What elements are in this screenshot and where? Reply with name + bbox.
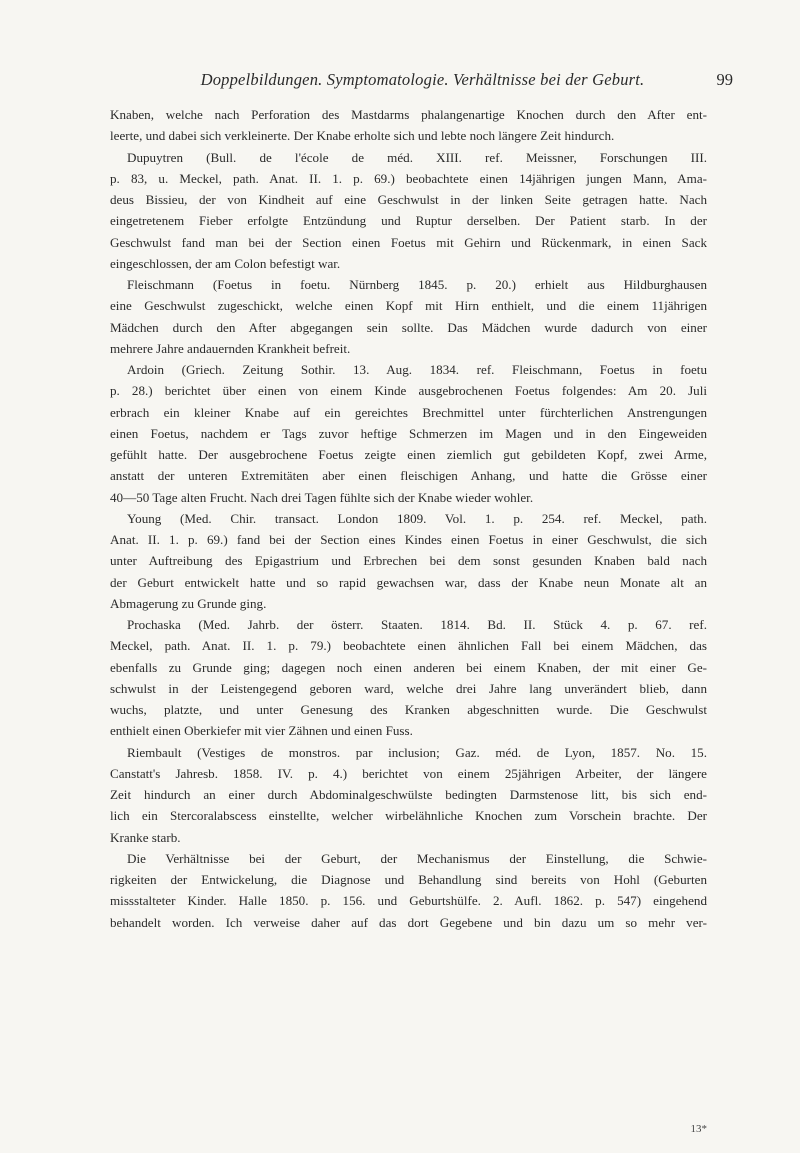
text-line: gefühlt hatte. Der ausgebrochene Foetus zeigte einen ziemlich gut gebildeten Kopf, zwei Arme, (110, 447, 707, 462)
text-line: Young (Med. Chir. transact. London 1809. Vol. 1. p. 254. ref. Meckel, path. (127, 510, 707, 526)
text-line: schwulst in der Leistengegend geboren ward, welche drei Jahre lang unverändert blieb, dann (110, 680, 707, 696)
text-line: mehrere Jahre andauernden Krankheit befreit. (110, 340, 351, 356)
text-line: Geschwulst fand man bei der Section einen Foetus mit Gehirn und Rückenmark, in einen Sack (110, 234, 707, 250)
page-number: 99 (716, 70, 733, 89)
text-line: ebenfalls zu Grunde ging; dagegen noch einen anderen bei einem Knaben, der mit einer Ge- (110, 659, 707, 675)
text-line: Abmagerung zu Grunde ging. (110, 595, 267, 611)
text-line: Meckel, path. Anat. II. 1. p. 79.) beobachtete einen ähnlichen Fall bei einem Mädchen, das (110, 638, 707, 654)
text-line: enthielt einen Oberkiefer mit vier Zähnen und einen Fuss. (110, 723, 413, 739)
running-header (140, 70, 733, 96)
text-line: leerte, und dabei sich verkleinerte. Der Knabe erholte sich und lebte noch längere Zeit hindurch. (110, 128, 615, 144)
text-line: Prochaska (Med. Jahrb. der österr. Staaten. 1814. Bd. II. Stück 4. p. 67. ref. (127, 617, 707, 632)
text-line: wuchs, platzte, und unter Genesung des Kranken abgeschnitten wurde. Die Geschwulst (110, 702, 707, 717)
text-line: eine Geschwulst zugeschickt, welche einen Kopf mit Hirn enthielt, und die einem 11jährigen (110, 298, 707, 314)
text-line: erbrach ein kleiner Knabe auf ein gereichtes Brechmittel unter fürchterlichen Anstrengungen (110, 404, 707, 420)
text-line: unter Auftreibung des Epigastrium und Erbrechen bei dem sonst gesunden Knaben bald nach (110, 553, 707, 569)
signature-mark: 13* (690, 1123, 707, 1135)
text-line: rigkeiten der Entwickelung, die Diagnose und Behandlung sind bereits von Hohl (Geburten (110, 872, 707, 887)
text-line: Zeit hindurch an einer durch Abdominalgeschwülste bedingten Darmstenose litt, bis sich end- (110, 787, 707, 802)
text-line: p. 83, u. Meckel, path. Anat. II. 1. p. 69.) beobachtete einen 14jährigen jungen Mann, Ama- (110, 170, 707, 186)
text-line: 40—50 Tage alten Frucht. Nach drei Tagen fühlte sich der Knabe wieder wohler. (110, 489, 534, 505)
text-line: Riembault (Vestiges de monstros. par inclusion; Gaz. méd. de Lyon, 1857. No. 15. (127, 744, 707, 760)
text-line: Ardoin (Griech. Zeitung Sothir. 13. Aug. 1834. ref. Fleischmann, Foetus in foetu (127, 362, 707, 377)
text-line: einen Foetus, nachdem er Tags zuvor heftige Schmerzen im Magen und in den Eingeweiden (110, 425, 707, 441)
text-line: missstalteter Kinder. Halle 1850. p. 156. und Geburtshülfe. 2. Aufl. 1862. p. 547) eingehend (110, 893, 707, 909)
text-line: Canstatt's Jahresb. 1858. IV. p. 4.) berichtet von einem 25jährigen Arbeiter, der längere (110, 765, 707, 781)
text-line: Dupuytren (Bull. de l'école de méd. XIII. ref. Meissner, Forschungen III. (127, 149, 707, 165)
text-line: anstatt der unteren Extremitäten aber einen fleischigen Anhang, und hatte die Grösse einer (110, 468, 707, 484)
text-line: Kranke starb. (110, 829, 181, 845)
text-line: Anat. II. 1. p. 69.) fand bei der Section eines Kindes einen Foetus in einer Geschwulst, die sich (110, 532, 707, 547)
text-line: Die Verhältnisse bei der Geburt, der Mechanismus der Einstellung, die Schwie- (127, 850, 707, 866)
body-text (110, 104, 707, 933)
text-line: Fleischmann (Foetus in foetu. Nürnberg 1845. p. 20.) erhielt aus Hildburghausen (127, 277, 707, 292)
running-title: Doppelbildungen. Symptomatologie. Verhältnisse bei der Geburt. (200, 70, 645, 89)
text-line: behandelt worden. Ich verweise daher auf das dort Gegebene und bin dazu um so mehr ver- (110, 914, 707, 930)
text-line: Knaben, welche nach Perforation des Mastdarms phalangenartige Knochen durch den After ent- (110, 107, 707, 122)
text-line: Mädchen durch den After abgegangen sein sollte. Das Mädchen wurde dadurch von einer (110, 319, 707, 335)
page-footer (110, 1123, 707, 1143)
text-line: deus Bissieu, der von Kindheit auf eine Geschwulst in der linken Seite getragen hatte. Nach (110, 192, 707, 207)
text-line: der Geburt entwickelt hatte und so rapid gewachsen war, dass der Knabe neun Monate alt an (110, 574, 707, 590)
text-line: p. 28.) berichtet über einen von einem Kinde ausgebrochenen Foetus folgendes: Am 20. Juli (110, 383, 707, 399)
text-line: lich ein Stercoralabscess einstellte, welcher wirbelähnliche Knochen zum Vorschein brachte. Der (110, 808, 707, 824)
text-line: eingeschlossen, der am Colon befestigt war. (110, 255, 341, 271)
text-line: eingetretenem Fieber erfolgte Entzündung und Ruptur derselben. Der Patient starb. In der (110, 213, 707, 229)
